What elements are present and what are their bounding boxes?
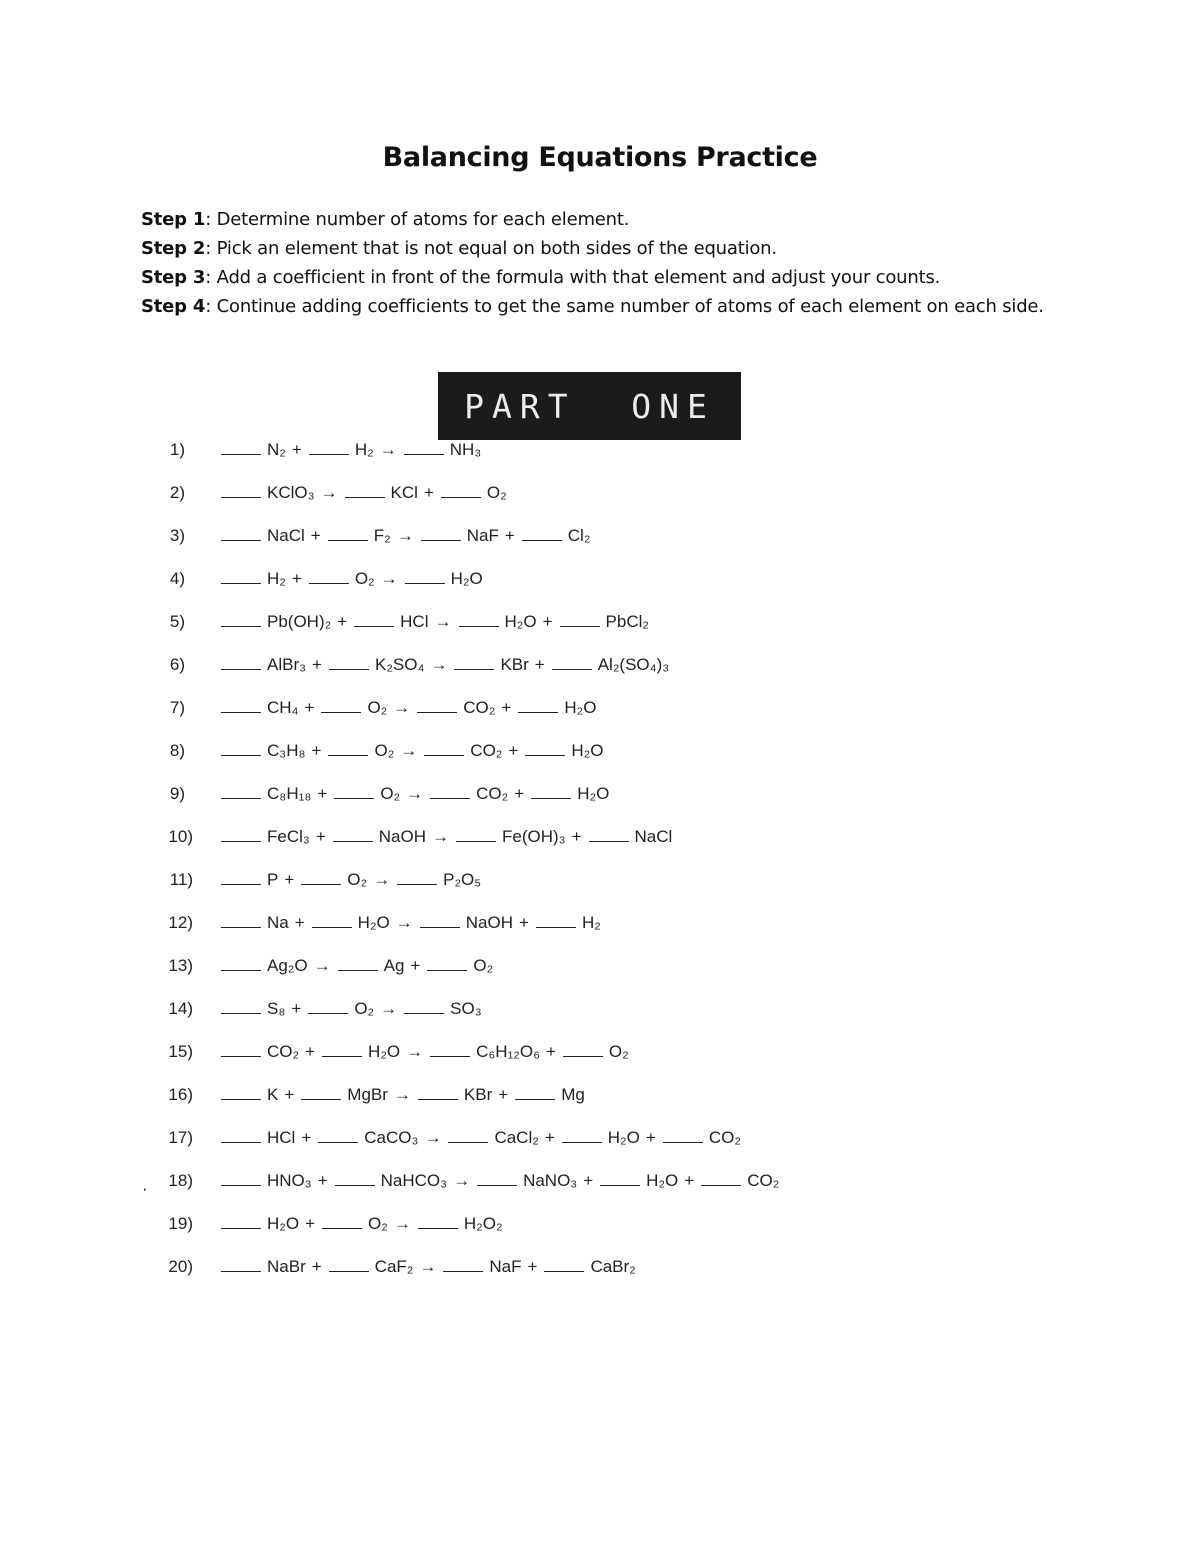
chemical-formula: Pb(OH)₂ — [267, 612, 332, 631]
plus-sign: + — [312, 655, 322, 674]
chemical-formula: CO₂ — [476, 784, 509, 803]
plus-sign: + — [508, 741, 519, 760]
equation — [221, 827, 676, 847]
equation — [221, 741, 607, 761]
chemical-formula: CaBr₂ — [590, 1257, 636, 1276]
problem-number: 7) — [169, 698, 185, 717]
problem-number: 2) — [169, 483, 185, 502]
coefficient-blank[interactable] — [328, 539, 368, 541]
coefficient-blank[interactable] — [308, 1012, 348, 1014]
problem-row — [0, 823, 1200, 853]
step-1 — [141, 205, 1071, 234]
equation — [221, 655, 673, 675]
coefficient-blank[interactable] — [309, 453, 349, 455]
plus-sign: + — [311, 741, 322, 760]
coefficient-blank[interactable] — [221, 668, 261, 670]
coefficient-blank[interactable] — [443, 1270, 483, 1272]
reaction-arrow: → — [406, 1042, 424, 1061]
chemical-formula: H₂O — [577, 784, 610, 803]
coefficient-blank[interactable] — [701, 1184, 741, 1186]
coefficient-blank[interactable] — [221, 797, 261, 799]
plus-sign: + — [423, 483, 434, 502]
equation — [221, 612, 653, 632]
coefficient-blank[interactable] — [418, 1098, 458, 1100]
plus-sign: + — [527, 1257, 538, 1276]
coefficient-blank[interactable] — [404, 453, 444, 455]
plus-sign: + — [498, 1085, 509, 1104]
chemical-formula: O₂ — [347, 870, 368, 889]
chemical-formula: KCl — [390, 483, 418, 502]
plus-sign: + — [645, 1128, 656, 1147]
problem-number: 17) — [168, 1128, 193, 1147]
plus-sign: + — [305, 1214, 316, 1233]
chemical-formula: O₂ — [374, 741, 395, 760]
step-label: Step 2 — [141, 238, 206, 259]
chemical-formula: H₂O — [646, 1171, 679, 1190]
step-label: Step 3 — [141, 267, 206, 288]
problem-row — [0, 522, 1200, 552]
coefficient-blank[interactable] — [405, 582, 445, 584]
plus-sign: + — [284, 870, 295, 889]
plus-sign: + — [519, 913, 529, 932]
coefficient-blank[interactable] — [354, 625, 394, 627]
plus-sign: + — [317, 784, 328, 803]
coefficient-blank[interactable] — [221, 754, 261, 756]
coefficient-blank[interactable] — [221, 1055, 261, 1057]
chemical-formula: O₂ — [368, 1214, 388, 1233]
problem-row — [0, 1210, 1200, 1240]
equation — [221, 526, 594, 546]
coefficient-blank[interactable] — [424, 754, 464, 756]
coefficient-blank[interactable] — [525, 754, 565, 756]
step-3 — [141, 263, 1071, 292]
problem-row — [0, 1253, 1200, 1283]
coefficient-blank[interactable] — [562, 1141, 602, 1143]
problem-row — [0, 651, 1200, 681]
plus-sign: + — [311, 1257, 322, 1276]
problem-number: 10) — [168, 827, 193, 846]
plus-sign: + — [514, 784, 525, 803]
chemical-formula: Na — [267, 913, 289, 932]
plus-sign: + — [317, 1171, 328, 1190]
step-2 — [141, 234, 1071, 263]
coefficient-blank[interactable] — [427, 969, 467, 971]
problem-row — [0, 479, 1200, 509]
problem-number: 1) — [169, 440, 185, 459]
chemical-formula: C₆H₁₂O₆ — [476, 1042, 540, 1061]
coefficient-blank[interactable] — [221, 840, 261, 842]
coefficient-blank[interactable] — [322, 1227, 362, 1229]
coefficient-blank[interactable] — [221, 539, 261, 541]
chemical-formula: CO₂ — [463, 698, 496, 717]
coefficient-blank[interactable] — [430, 1055, 470, 1057]
chemical-formula: MgBr — [347, 1085, 388, 1104]
problem-row — [0, 1167, 1200, 1197]
coefficient-blank[interactable] — [221, 969, 261, 971]
chemical-formula: CO₂ — [708, 1128, 741, 1147]
coefficient-blank[interactable] — [417, 711, 457, 713]
coefficient-blank[interactable] — [312, 926, 352, 928]
reaction-arrow: → — [379, 440, 397, 459]
reaction-arrow: → — [424, 1128, 442, 1147]
coefficient-blank[interactable] — [397, 883, 437, 885]
problem-row — [0, 608, 1200, 638]
coefficient-blank[interactable] — [301, 1098, 341, 1100]
coefficient-blank[interactable] — [221, 453, 261, 455]
reaction-arrow: → — [380, 999, 398, 1018]
chemical-formula: FeCl₃ — [267, 827, 310, 846]
chemical-formula: CaCl₂ — [494, 1128, 539, 1147]
problem-number: 8) — [169, 741, 185, 760]
chemical-formula: NaBr — [267, 1257, 306, 1276]
plus-sign: + — [504, 526, 515, 545]
coefficient-blank[interactable] — [333, 840, 373, 842]
plus-sign: + — [684, 1171, 695, 1190]
reaction-arrow: → — [393, 1214, 411, 1233]
page-title: Balancing Equations Practice — [382, 142, 818, 173]
plus-sign: + — [410, 956, 421, 975]
equation — [221, 1085, 589, 1105]
step-label: Step 1 — [141, 209, 206, 230]
coefficient-blank[interactable] — [420, 926, 460, 928]
problem-row — [0, 436, 1200, 466]
problem-row — [0, 866, 1200, 896]
step-label: Step 4 — [141, 296, 206, 317]
coefficient-blank[interactable] — [345, 496, 385, 498]
chemical-formula: O₂ — [473, 956, 494, 975]
step-text: : Determine number of atoms for each element. — [205, 209, 630, 230]
chemical-formula: H₂O — [357, 913, 390, 932]
reaction-arrow: → — [453, 1171, 471, 1190]
equation — [221, 1257, 640, 1277]
plus-sign: + — [583, 1171, 594, 1190]
problem-number: 15) — [168, 1042, 193, 1061]
chemical-formula: O₂ — [354, 999, 375, 1018]
reaction-arrow: → — [313, 956, 331, 975]
chemical-formula: AlBr₃ — [267, 655, 307, 674]
chemical-formula: NaF — [489, 1257, 522, 1276]
plus-sign: + — [291, 440, 302, 459]
plus-sign: + — [291, 999, 302, 1018]
chemical-formula: HCl — [267, 1128, 296, 1147]
chemical-formula: NaOH — [378, 827, 426, 846]
chemical-formula: NaOH — [465, 913, 514, 932]
plus-sign: + — [310, 526, 321, 545]
coefficient-blank[interactable] — [221, 1270, 261, 1272]
coefficient-blank[interactable] — [221, 1184, 261, 1186]
equation — [221, 1042, 633, 1062]
chemical-formula: CaF₂ — [374, 1257, 414, 1276]
plus-sign: + — [542, 612, 553, 631]
problem-number: 3) — [169, 526, 185, 545]
problem-number: 11) — [169, 870, 193, 889]
reaction-arrow: → — [320, 483, 338, 502]
coefficient-blank[interactable] — [600, 1184, 640, 1186]
reaction-arrow: → — [419, 1257, 437, 1276]
problem-row — [0, 737, 1200, 767]
equation — [221, 483, 511, 503]
plus-sign: + — [544, 1128, 555, 1147]
coefficient-blank[interactable] — [318, 1141, 358, 1143]
chemical-formula: SO₃ — [450, 999, 482, 1018]
coefficient-blank[interactable] — [531, 797, 571, 799]
chemical-formula: KClO₃ — [267, 483, 315, 502]
coefficient-blank[interactable] — [448, 1141, 488, 1143]
chemical-formula: H₂O — [368, 1042, 401, 1061]
problem-number: 4) — [169, 569, 185, 588]
plus-sign: + — [337, 612, 348, 631]
chemical-formula: Fe(OH)₃ — [502, 827, 566, 846]
problem-row — [0, 995, 1200, 1025]
chemical-formula: N₂ — [267, 440, 286, 459]
problem-row — [0, 1081, 1200, 1111]
chemical-formula: NH₃ — [449, 440, 482, 459]
coefficient-blank[interactable] — [221, 711, 261, 713]
chemical-formula: HCl — [400, 612, 429, 631]
coefficient-blank[interactable] — [321, 711, 361, 713]
plus-sign: + — [315, 827, 326, 846]
reaction-arrow: → — [406, 784, 424, 803]
coefficient-blank[interactable] — [301, 883, 341, 885]
reaction-arrow: → — [393, 1085, 411, 1104]
chemical-formula: H₂O₂ — [463, 1214, 503, 1233]
chemical-formula: H₂O — [504, 612, 537, 631]
problem-number: 12) — [168, 913, 193, 932]
chemical-formula: CaCO₃ — [364, 1128, 419, 1147]
coefficient-blank[interactable] — [430, 797, 470, 799]
coefficient-blank[interactable] — [221, 1098, 261, 1100]
stray-mark: · — [142, 1179, 148, 1198]
plus-sign: + — [534, 655, 545, 674]
coefficient-blank[interactable] — [477, 1184, 517, 1186]
step-4 — [141, 292, 1071, 321]
coefficient-blank[interactable] — [441, 496, 481, 498]
problem-number: 6) — [169, 655, 185, 674]
plus-sign: + — [291, 569, 302, 588]
coefficient-blank[interactable] — [456, 840, 496, 842]
problem-number: 13) — [168, 956, 193, 975]
chemical-formula: P — [267, 870, 279, 889]
coefficient-blank[interactable] — [221, 625, 261, 627]
chemical-formula: NaCl — [267, 526, 305, 545]
chemical-formula: O₂ — [486, 483, 507, 502]
chemical-formula: O₂ — [367, 698, 388, 717]
chemical-formula: Al₂(SO₄)₃ — [597, 655, 670, 674]
coefficient-blank[interactable] — [329, 668, 369, 670]
reaction-arrow: → — [393, 698, 411, 717]
equation — [221, 569, 487, 589]
chemical-formula: K — [267, 1085, 279, 1104]
chemical-formula: NaCl — [634, 827, 673, 846]
coefficient-blank[interactable] — [563, 1055, 603, 1057]
reaction-arrow: → — [430, 655, 448, 674]
equation — [221, 956, 497, 976]
reaction-arrow: → — [400, 741, 418, 760]
equation — [221, 870, 485, 890]
reaction-arrow: → — [434, 612, 452, 631]
problem-row — [0, 1124, 1200, 1154]
chemical-formula: Cl₂ — [567, 526, 591, 545]
coefficient-blank[interactable] — [335, 1184, 375, 1186]
plus-sign: + — [294, 913, 305, 932]
coefficient-blank[interactable] — [589, 840, 629, 842]
coefficient-blank[interactable] — [404, 1012, 444, 1014]
chemical-formula: P₂O₅ — [443, 870, 482, 889]
problem-number: 9) — [169, 784, 185, 803]
chemical-formula: H₂O — [267, 1214, 300, 1233]
equation — [221, 1171, 783, 1191]
step-text: : Continue adding coefficients to get the same number of atoms of each element on each side. — [205, 296, 1044, 317]
coefficient-blank[interactable] — [536, 926, 576, 928]
chemical-formula: NaHCO₃ — [380, 1171, 448, 1190]
chemical-formula: K₂SO₄ — [374, 655, 425, 674]
coefficient-blank[interactable] — [309, 582, 349, 584]
coefficient-blank[interactable] — [328, 754, 368, 756]
coefficient-blank[interactable] — [221, 582, 261, 584]
coefficient-blank[interactable] — [522, 539, 562, 541]
coefficient-blank[interactable] — [459, 625, 499, 627]
problem-row — [0, 952, 1200, 982]
chemical-formula: KBr — [500, 655, 529, 674]
coefficient-blank[interactable] — [334, 797, 374, 799]
problem-row — [0, 780, 1200, 810]
problem-row — [0, 565, 1200, 595]
coefficient-blank[interactable] — [515, 1098, 555, 1100]
coefficient-blank[interactable] — [221, 1141, 261, 1143]
chemical-formula: HNO₃ — [267, 1171, 312, 1190]
coefficient-blank[interactable] — [560, 625, 600, 627]
chemical-formula: H₂ — [267, 569, 286, 588]
coefficient-blank[interactable] — [221, 1227, 261, 1229]
chemical-formula: O₂ — [608, 1042, 629, 1061]
reaction-arrow: → — [395, 913, 413, 932]
chemical-formula: CO₂ — [747, 1171, 780, 1190]
plus-sign: + — [571, 827, 582, 846]
plus-sign: + — [284, 1085, 295, 1104]
chemical-formula: H₂ — [354, 440, 374, 459]
plus-sign: + — [304, 698, 315, 717]
coefficient-blank[interactable] — [518, 711, 558, 713]
instructions — [141, 205, 1071, 321]
reaction-arrow: → — [373, 870, 391, 889]
chemical-formula: Mg — [561, 1085, 585, 1104]
plus-sign: + — [501, 698, 512, 717]
coefficient-blank[interactable] — [329, 1270, 369, 1272]
plus-sign: + — [545, 1042, 556, 1061]
coefficient-blank[interactable] — [552, 668, 592, 670]
chemical-formula: O₂ — [354, 569, 375, 588]
equation — [221, 698, 600, 718]
problem-row — [0, 1038, 1200, 1068]
problem-number: 14) — [168, 999, 193, 1018]
coefficient-blank[interactable] — [663, 1141, 703, 1143]
equation — [221, 1128, 745, 1148]
chemical-formula: H₂O — [450, 569, 483, 588]
chemical-formula: NaNO₃ — [523, 1171, 578, 1190]
chemical-formula: PbCl₂ — [605, 612, 649, 631]
coefficient-blank[interactable] — [421, 539, 461, 541]
problem-number: 20) — [168, 1257, 193, 1276]
chemical-formula: Ag — [383, 956, 405, 975]
chemical-formula: F₂ — [373, 526, 391, 545]
problem-number: 5) — [169, 612, 185, 631]
reaction-arrow: → — [396, 526, 414, 545]
equation — [221, 1214, 507, 1234]
coefficient-blank[interactable] — [418, 1227, 458, 1229]
coefficient-blank[interactable] — [221, 926, 261, 928]
chemical-formula: C₈H₁₈ — [267, 784, 312, 803]
chemical-formula: C₃H₈ — [267, 741, 306, 760]
part-one-banner: PART ONE — [438, 372, 741, 440]
coefficient-blank[interactable] — [322, 1055, 362, 1057]
chemical-formula: CO₂ — [470, 741, 503, 760]
problem-number: 19) — [168, 1214, 193, 1233]
reaction-arrow: → — [432, 827, 449, 846]
coefficient-blank[interactable] — [454, 668, 494, 670]
coefficient-blank[interactable] — [221, 1012, 261, 1014]
chemical-formula: H₂O — [571, 741, 604, 760]
chemical-formula: O₂ — [380, 784, 401, 803]
chemical-formula: CO₂ — [267, 1042, 300, 1061]
step-text: : Add a coefficient in front of the formula with that element and adjust your counts. — [205, 267, 941, 288]
problem-row — [0, 694, 1200, 724]
chemical-formula: H₂O — [607, 1128, 640, 1147]
problem-number: 16) — [168, 1085, 193, 1104]
plus-sign: + — [305, 1042, 316, 1061]
chemical-formula: KBr — [463, 1085, 493, 1104]
problem-row — [0, 909, 1200, 939]
coefficient-blank[interactable] — [221, 883, 261, 885]
coefficient-blank[interactable] — [544, 1270, 584, 1272]
chemical-formula: CH₄ — [267, 698, 299, 717]
chemical-formula: Ag₂O — [267, 956, 308, 975]
plus-sign: + — [301, 1128, 312, 1147]
equation — [221, 913, 605, 933]
chemical-formula: H₂O — [564, 698, 597, 717]
chemical-formula: NaF — [466, 526, 499, 545]
chemical-formula: S₈ — [267, 999, 286, 1018]
coefficient-blank[interactable] — [221, 496, 261, 498]
step-text: : Pick an element that is not equal on both sides of the equation. — [205, 238, 777, 259]
equation — [221, 440, 485, 460]
problem-number: 18) — [168, 1171, 193, 1190]
equation — [221, 999, 486, 1019]
chemical-formula: H₂ — [581, 913, 601, 932]
equation — [221, 784, 613, 804]
reaction-arrow: → — [380, 569, 398, 588]
coefficient-blank[interactable] — [338, 969, 378, 971]
